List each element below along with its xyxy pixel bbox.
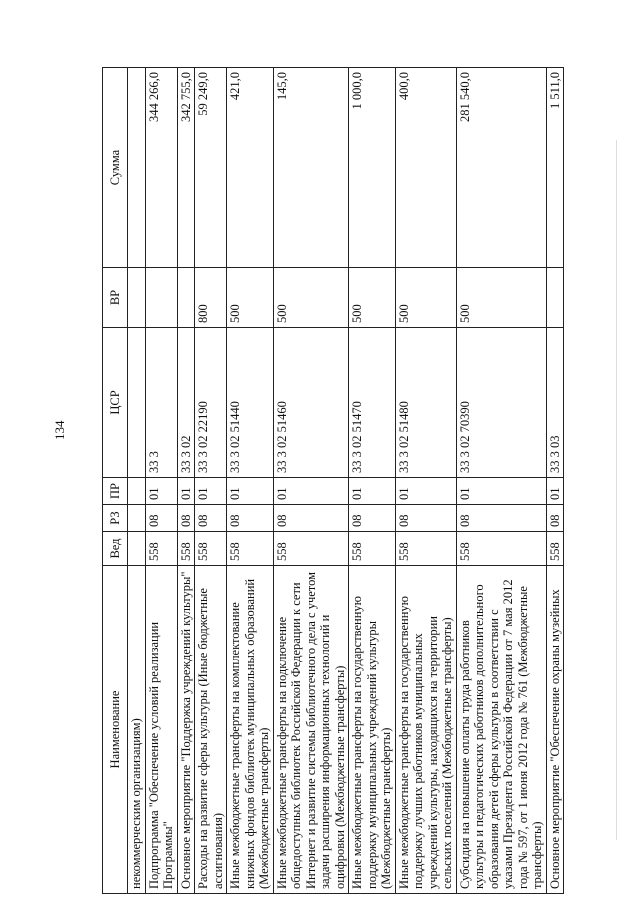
cell-pr: 01: [227, 478, 274, 505]
cell-csr: 33 3 02 51460: [273, 328, 349, 478]
cell-csr: 33 3 02 51470: [349, 328, 396, 478]
cell-csr: [128, 328, 146, 478]
cell-rz: 08: [177, 505, 195, 532]
cell-pr: 01: [349, 478, 396, 505]
cell-sum: 421,0: [227, 68, 274, 268]
header-rz: РЗ: [103, 505, 128, 532]
table-row: [456, 68, 546, 894]
cell-csr: 33 3 02 51440: [227, 328, 274, 478]
cell-sum: 400,0: [395, 68, 456, 268]
cell-rz: 08: [273, 505, 349, 532]
table-header-row: [103, 68, 128, 894]
header-vr: ВР: [103, 268, 128, 328]
table-row: [349, 68, 396, 894]
cell-pr: 01: [546, 478, 564, 505]
cell-name: Иные межбюджетные трансферты на комплектование книжных фондов библиотек муниципальных образований (Межбюджетные трансферты): [227, 566, 274, 894]
cell-name: некоммерческим организациям): [128, 566, 146, 894]
cell-sum: 59 249,0: [195, 68, 227, 268]
cell-ved: 558: [177, 532, 195, 566]
cell-sum: 281 540,0: [456, 68, 546, 268]
cell-sum: 1 000,0: [349, 68, 396, 268]
header-pr: ПР: [103, 478, 128, 505]
header-ved: Вед: [103, 532, 128, 566]
cell-sum: [128, 68, 146, 268]
cell-pr: 01: [395, 478, 456, 505]
cell-rz: 08: [456, 505, 546, 532]
cell-ved: 558: [456, 532, 546, 566]
scan-edge-line: [616, 140, 617, 840]
cell-csr: 33 3 02: [177, 328, 195, 478]
cell-name: Иные межбюджетные трансферты на государственную поддержку муниципальных учреждений культуры (Межбюджетные трансферты): [349, 566, 396, 894]
cell-pr: 01: [273, 478, 349, 505]
cell-vr: 500: [227, 268, 274, 328]
cell-vr: 800: [195, 268, 227, 328]
cell-name: Иные межбюджетные трансферты на подключение общедоступных библиотек Российской Федерации к сети Интернет и развитие системы библиотечного дела с учетом задачи расширения информационных технологий и оцифровки (Межбюджетные трансферты): [273, 566, 349, 894]
table-row: [273, 68, 349, 894]
cell-vr: [128, 268, 146, 328]
page-number: 134: [52, 420, 67, 440]
cell-ved: 558: [145, 532, 177, 566]
cell-vr: 500: [273, 268, 349, 328]
cell-ved: 558: [546, 532, 564, 566]
cell-name: Субсидия на повышение оплаты труда работников культуры и педагогических работников дополнительного образования детей сферы культуры в соответствии с указами Президента Российской Федерации от 7 мая 2012 года № 597, от 1 июня 2012 года № 761 (Межбюджетные трансферты): [456, 566, 546, 894]
table-row: [395, 68, 456, 894]
cell-vr: 500: [456, 268, 546, 328]
header-name: Наименование: [103, 566, 128, 894]
cell-sum: 145,0: [273, 68, 349, 268]
budget-table: [102, 67, 564, 894]
table-row: [546, 68, 564, 894]
cell-ved: 558: [227, 532, 274, 566]
cell-sum: 342 755,0: [177, 68, 195, 268]
cell-pr: 01: [177, 478, 195, 505]
cell-vr: 500: [349, 268, 396, 328]
table-row: [128, 68, 146, 894]
cell-rz: 08: [349, 505, 396, 532]
cell-pr: 01: [145, 478, 177, 505]
cell-rz: [128, 505, 146, 532]
cell-rz: 08: [145, 505, 177, 532]
cell-csr: 33 3: [145, 328, 177, 478]
cell-rz: 08: [195, 505, 227, 532]
cell-rz: 08: [395, 505, 456, 532]
cell-csr: 33 3 02 51480: [395, 328, 456, 478]
cell-name: Основное мероприятие "Обеспечение охраны музейных: [546, 566, 564, 894]
cell-sum: 1 511,0: [546, 68, 564, 268]
cell-csr: 33 3 02 70390: [456, 328, 546, 478]
cell-sum: 344 266,0: [145, 68, 177, 268]
header-csr: ЦСР: [103, 328, 128, 478]
cell-rz: 08: [227, 505, 274, 532]
cell-pr: 01: [456, 478, 546, 505]
cell-name: Иные межбюджетные трансферты на государственную поддержку лучших работников муниципальных учреждений культуры, находящихся на территории сельских поселений (Межбюджетные трансферты): [395, 566, 456, 894]
table-row: [195, 68, 227, 894]
cell-vr: [145, 268, 177, 328]
cell-vr: [177, 268, 195, 328]
cell-ved: [128, 532, 146, 566]
cell-ved: 558: [395, 532, 456, 566]
rotated-page: [102, 68, 602, 894]
cell-name: Подпрограмма "Обеспечение условий реализации Программы": [145, 566, 177, 894]
cell-csr: 33 3 02 22190: [195, 328, 227, 478]
table-row: [227, 68, 274, 894]
cell-pr: 01: [195, 478, 227, 505]
cell-ved: 558: [195, 532, 227, 566]
header-sum: Сумма: [103, 68, 128, 268]
cell-csr: 33 3 03: [546, 328, 564, 478]
cell-name: Расходы на развитие сферы культуры (Иные бюджетные ассигнования): [195, 566, 227, 894]
cell-rz: 08: [546, 505, 564, 532]
cell-ved: 558: [349, 532, 396, 566]
cell-ved: 558: [273, 532, 349, 566]
table-row: [177, 68, 195, 894]
table-row: [145, 68, 177, 894]
cell-vr: 500: [395, 268, 456, 328]
cell-vr: [546, 268, 564, 328]
cell-name: Основное мероприятие "Поддержка учреждений культуры": [177, 566, 195, 894]
cell-pr: [128, 478, 146, 505]
